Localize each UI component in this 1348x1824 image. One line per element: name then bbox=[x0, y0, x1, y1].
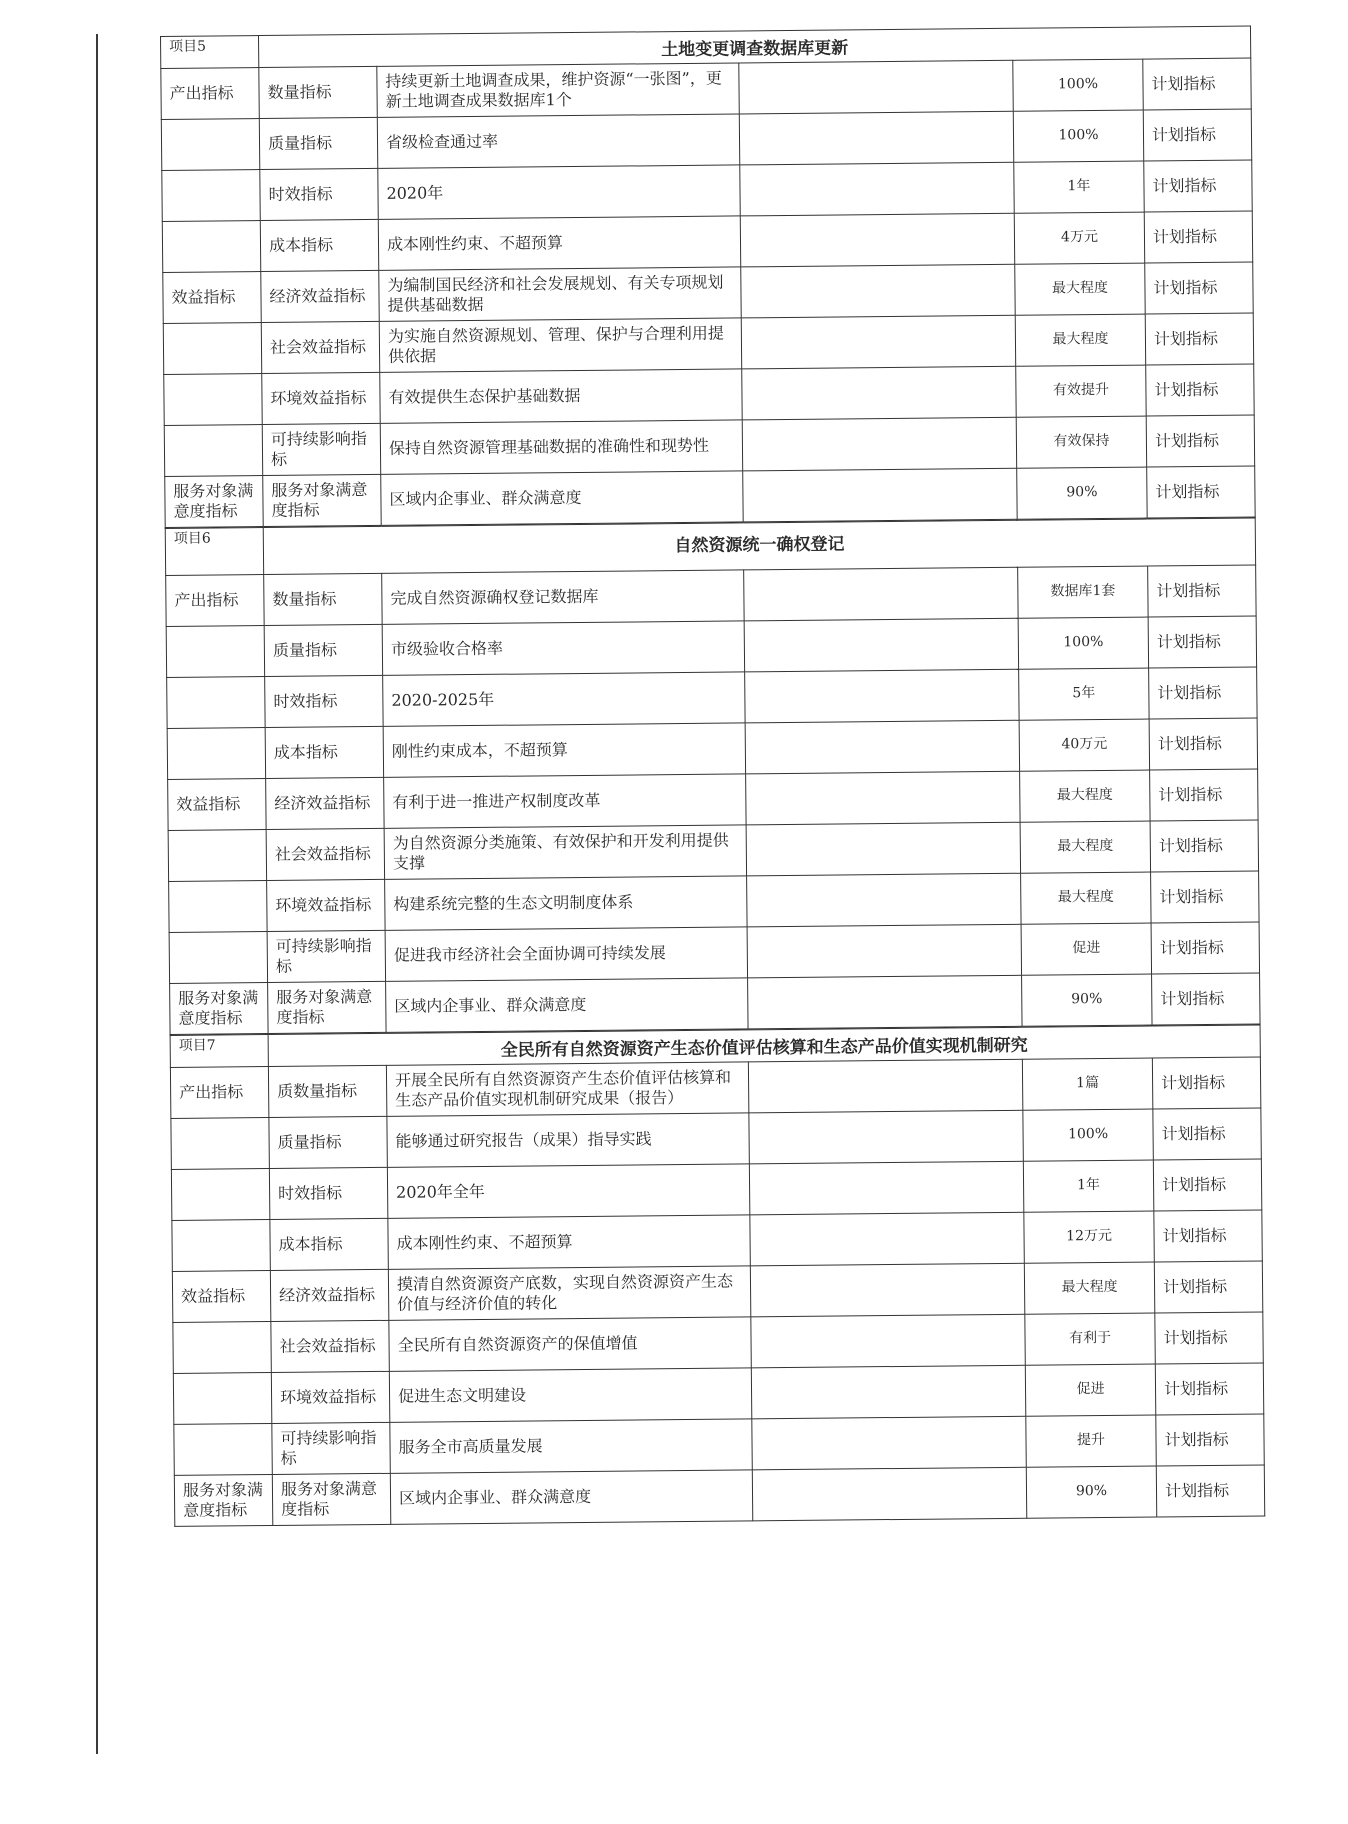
indicator-target-value: 12万元 bbox=[1024, 1211, 1154, 1263]
performance-indicator-sheet bbox=[160, 26, 1264, 1527]
project-number-label: 项目5 bbox=[161, 36, 259, 69]
indicator-category: 产出指标 bbox=[166, 575, 264, 627]
indicator-name: 经济效益指标 bbox=[270, 1269, 388, 1321]
indicator-description: 2020年 bbox=[378, 165, 740, 219]
indicator-type: 计划指标 bbox=[1143, 109, 1252, 161]
indicator-description: 完成自然资源确权登记数据库 bbox=[382, 570, 744, 624]
indicator-type: 计划指标 bbox=[1145, 313, 1254, 365]
indicator-type: 计划指标 bbox=[1151, 871, 1260, 923]
indicator-category bbox=[168, 830, 266, 882]
page-margin-rule bbox=[96, 34, 98, 1754]
indicator-name: 时效指标 bbox=[265, 675, 383, 727]
empty-cell bbox=[745, 720, 1019, 774]
indicator-category: 服务对象满意度指标 bbox=[174, 1474, 272, 1526]
empty-cell bbox=[750, 1263, 1024, 1317]
empty-cell bbox=[752, 1416, 1026, 1470]
indicator-description: 为编制国民经济和社会发展规划、有关专项规划提供基础数据 bbox=[379, 267, 741, 321]
indicator-description: 保持自然资源管理基础数据的准确性和现势性 bbox=[380, 420, 742, 474]
indicator-description: 区域内企事业、群众满意度 bbox=[386, 978, 748, 1032]
indicator-row bbox=[174, 1465, 1264, 1526]
indicator-target-value: 最大程度 bbox=[1015, 314, 1145, 366]
indicator-type: 计划指标 bbox=[1148, 616, 1257, 668]
indicator-name: 可持续影响指标 bbox=[267, 930, 385, 982]
indicator-type: 计划指标 bbox=[1155, 1312, 1264, 1364]
indicator-description: 持续更新土地调查成果，维护资源“一张图”，更新土地调查成果数据库1个 bbox=[377, 63, 739, 117]
empty-cell bbox=[740, 213, 1014, 267]
indicator-category bbox=[164, 425, 262, 477]
indicator-category: 服务对象满意度指标 bbox=[165, 476, 263, 528]
project-table bbox=[160, 26, 1256, 528]
project-title: 自然资源统一确权登记 bbox=[263, 518, 1255, 575]
indicator-name: 社会效益指标 bbox=[261, 321, 379, 373]
indicator-target-value: 促进 bbox=[1025, 1364, 1155, 1416]
indicator-target-value: 有效提升 bbox=[1016, 365, 1146, 417]
empty-cell bbox=[746, 771, 1020, 825]
project-number-label: 项目6 bbox=[165, 528, 263, 576]
indicator-category bbox=[171, 1169, 269, 1221]
indicator-name: 环境效益指标 bbox=[271, 1371, 389, 1423]
empty-cell bbox=[749, 1161, 1023, 1215]
indicator-target-value: 数据库1套 bbox=[1018, 566, 1148, 618]
indicator-category bbox=[166, 626, 264, 678]
indicator-type: 计划指标 bbox=[1149, 718, 1258, 770]
indicator-description: 促进我市经济社会全面协调可持续发展 bbox=[385, 927, 747, 981]
indicator-name: 数量指标 bbox=[264, 573, 382, 625]
empty-cell bbox=[742, 366, 1016, 420]
indicator-category bbox=[167, 728, 265, 780]
empty-cell bbox=[743, 468, 1017, 522]
project-table bbox=[165, 518, 1261, 1035]
indicator-name: 时效指标 bbox=[260, 168, 378, 220]
indicator-name: 经济效益指标 bbox=[261, 270, 379, 322]
empty-cell bbox=[748, 975, 1022, 1029]
indicator-type: 计划指标 bbox=[1152, 973, 1261, 1025]
empty-cell bbox=[746, 822, 1020, 876]
indicator-name: 成本指标 bbox=[270, 1218, 388, 1270]
indicator-type: 计划指标 bbox=[1144, 160, 1253, 212]
indicator-description: 促进生态文明建设 bbox=[389, 1368, 751, 1422]
indicator-description: 有效提供生态保护基础数据 bbox=[380, 369, 742, 423]
indicator-category: 产出指标 bbox=[161, 68, 259, 120]
indicator-category bbox=[167, 677, 265, 729]
indicator-category bbox=[169, 932, 267, 984]
indicator-category bbox=[173, 1321, 271, 1373]
indicator-category: 效益指标 bbox=[172, 1270, 270, 1322]
empty-cell bbox=[748, 1059, 1022, 1113]
indicator-description: 区域内企事业、群众满意度 bbox=[390, 1470, 752, 1524]
indicator-description: 刚性约束成本，不超预算 bbox=[383, 723, 745, 777]
indicator-description: 能够通过研究报告（成果）指导实践 bbox=[387, 1113, 749, 1167]
indicator-target-value: 促进 bbox=[1021, 923, 1151, 975]
indicator-description: 2020年全年 bbox=[387, 1164, 749, 1218]
project-number-label: 项目7 bbox=[170, 1035, 268, 1068]
indicator-target-value: 有利于 bbox=[1025, 1313, 1155, 1365]
indicator-category: 服务对象满意度指标 bbox=[170, 983, 268, 1035]
indicator-name: 环境效益指标 bbox=[267, 879, 385, 931]
indicator-target-value: 1年 bbox=[1014, 161, 1144, 213]
indicator-name: 社会效益指标 bbox=[271, 1320, 389, 1372]
indicator-category bbox=[169, 881, 267, 933]
indicator-category: 效益指标 bbox=[163, 272, 261, 324]
indicator-target-value: 100% bbox=[1013, 110, 1143, 162]
indicator-name: 服务对象满意度指标 bbox=[268, 981, 386, 1033]
indicator-type: 计划指标 bbox=[1150, 820, 1259, 872]
empty-cell bbox=[749, 1110, 1023, 1164]
indicator-target-value: 最大程度 bbox=[1015, 263, 1145, 315]
indicator-name: 环境效益指标 bbox=[262, 372, 380, 424]
empty-cell bbox=[752, 1467, 1026, 1521]
indicator-description: 为实施自然资源规划、管理、保护与合理利用提供依据 bbox=[379, 318, 741, 372]
indicator-target-value: 90% bbox=[1026, 1466, 1156, 1518]
indicator-category bbox=[162, 221, 260, 273]
indicator-type: 计划指标 bbox=[1153, 1108, 1262, 1160]
indicator-type: 计划指标 bbox=[1148, 565, 1257, 617]
indicator-target-value: 100% bbox=[1018, 617, 1148, 669]
empty-cell bbox=[747, 873, 1021, 927]
indicator-type: 计划指标 bbox=[1146, 364, 1255, 416]
project-table bbox=[170, 1024, 1266, 1526]
empty-cell bbox=[745, 669, 1019, 723]
indicator-target-value: 最大程度 bbox=[1024, 1262, 1154, 1314]
empty-cell bbox=[742, 417, 1016, 471]
indicator-name: 质量指标 bbox=[259, 117, 377, 169]
indicator-name: 质数量指标 bbox=[268, 1065, 386, 1117]
indicator-target-value: 1篇 bbox=[1022, 1058, 1152, 1110]
empty-cell bbox=[751, 1314, 1025, 1368]
empty-cell bbox=[739, 60, 1013, 114]
indicator-type: 计划指标 bbox=[1145, 262, 1254, 314]
indicator-description: 服务全市高质量发展 bbox=[390, 1419, 752, 1473]
indicator-category bbox=[164, 374, 262, 426]
indicator-name: 可持续影响指标 bbox=[272, 1422, 390, 1474]
indicator-type: 计划指标 bbox=[1150, 769, 1259, 821]
indicator-target-value: 90% bbox=[1017, 467, 1147, 519]
indicator-name: 质量指标 bbox=[269, 1116, 387, 1168]
empty-cell bbox=[744, 567, 1018, 621]
indicator-name: 可持续影响指标 bbox=[262, 423, 380, 475]
indicator-target-value: 提升 bbox=[1026, 1415, 1156, 1467]
indicator-name: 服务对象满意度指标 bbox=[272, 1473, 390, 1525]
indicator-description: 成本刚性约束、不超预算 bbox=[378, 216, 740, 270]
indicator-category bbox=[172, 1219, 270, 1271]
indicator-type: 计划指标 bbox=[1154, 1261, 1263, 1313]
indicator-category bbox=[162, 170, 260, 222]
indicator-description: 2020-2025年 bbox=[383, 672, 745, 726]
indicator-description: 区域内企事业、群众满意度 bbox=[381, 471, 743, 525]
indicator-type: 计划指标 bbox=[1147, 466, 1256, 518]
indicator-type: 计划指标 bbox=[1153, 1159, 1262, 1211]
indicator-name: 成本指标 bbox=[265, 726, 383, 778]
empty-cell bbox=[747, 924, 1021, 978]
indicator-description: 构建系统完整的生态文明制度体系 bbox=[385, 876, 747, 930]
indicator-description: 摸清自然资源资产底数，实现自然资源资产生态价值与经济价值的转化 bbox=[388, 1266, 750, 1320]
indicator-name: 数量指标 bbox=[259, 66, 377, 118]
project-title: 土地变更调查数据库更新 bbox=[259, 26, 1251, 68]
indicator-description: 全民所有自然资源资产的保值增值 bbox=[389, 1317, 751, 1371]
indicator-category bbox=[174, 1423, 272, 1475]
indicator-type: 计划指标 bbox=[1143, 58, 1252, 110]
indicator-target-value: 100% bbox=[1013, 59, 1143, 111]
indicator-description: 成本刚性约束、不超预算 bbox=[388, 1215, 750, 1269]
indicator-target-value: 4万元 bbox=[1014, 212, 1144, 264]
indicator-type: 计划指标 bbox=[1152, 1057, 1261, 1109]
empty-cell bbox=[740, 162, 1014, 216]
empty-cell bbox=[739, 111, 1013, 165]
indicator-type: 计划指标 bbox=[1155, 1363, 1264, 1415]
indicator-type: 计划指标 bbox=[1146, 415, 1255, 467]
project-title: 全民所有自然资源资产生态价值评估核算和生态产品价值实现机制研究 bbox=[268, 1025, 1260, 1067]
indicator-description: 开展全民所有自然资源资产生态价值评估核算和生态产品价值实现机制研究成果（报告） bbox=[386, 1062, 748, 1116]
indicator-type: 计划指标 bbox=[1154, 1210, 1263, 1262]
indicator-description: 为自然资源分类施策、有效保护和开发利用提供支撑 bbox=[384, 825, 746, 879]
indicator-type: 计划指标 bbox=[1156, 1465, 1265, 1517]
indicator-name: 质量指标 bbox=[264, 624, 382, 676]
indicator-description: 省级检查通过率 bbox=[377, 114, 739, 168]
indicator-type: 计划指标 bbox=[1144, 211, 1253, 263]
indicator-name: 社会效益指标 bbox=[266, 828, 384, 880]
indicator-category bbox=[171, 1118, 269, 1170]
indicator-target-value: 5年 bbox=[1019, 668, 1149, 720]
empty-cell bbox=[744, 618, 1018, 672]
indicator-target-value: 90% bbox=[1022, 974, 1152, 1026]
indicator-category bbox=[173, 1372, 271, 1424]
indicator-category bbox=[163, 323, 261, 375]
indicator-name: 经济效益指标 bbox=[266, 777, 384, 829]
indicator-target-value: 100% bbox=[1023, 1109, 1153, 1161]
empty-cell bbox=[751, 1365, 1025, 1419]
indicator-category: 产出指标 bbox=[170, 1067, 268, 1119]
empty-cell bbox=[741, 264, 1015, 318]
indicator-target-value: 1年 bbox=[1023, 1160, 1153, 1212]
indicator-category: 效益指标 bbox=[168, 779, 266, 831]
indicator-description: 市级验收合格率 bbox=[382, 621, 744, 675]
indicator-target-value: 最大程度 bbox=[1020, 821, 1150, 873]
indicator-name: 时效指标 bbox=[269, 1167, 387, 1219]
indicator-category bbox=[161, 119, 259, 171]
indicator-target-value: 40万元 bbox=[1019, 719, 1149, 771]
indicator-name: 成本指标 bbox=[260, 219, 378, 271]
indicator-type: 计划指标 bbox=[1151, 922, 1260, 974]
indicator-name: 服务对象满意度指标 bbox=[263, 474, 381, 526]
indicator-type: 计划指标 bbox=[1149, 667, 1258, 719]
indicator-target-value: 最大程度 bbox=[1021, 872, 1151, 924]
empty-cell bbox=[750, 1212, 1024, 1266]
indicator-description: 有利于进一推进产权制度改革 bbox=[384, 774, 746, 828]
empty-cell bbox=[741, 315, 1015, 369]
indicator-target-value: 最大程度 bbox=[1020, 770, 1150, 822]
indicator-target-value: 有效保持 bbox=[1016, 416, 1146, 468]
indicator-type: 计划指标 bbox=[1156, 1414, 1265, 1466]
